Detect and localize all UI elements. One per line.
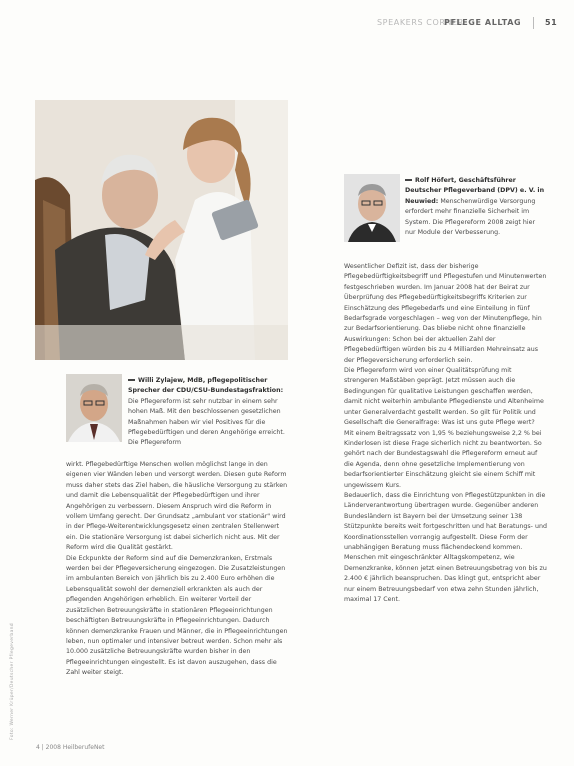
left-column-body <box>66 460 290 679</box>
paragraph: Die Eckpunkte der Reform sind auf die Demenzkranken, Erstmals werden bei der Pflegeversicherung eingezogen. Die Zusatzleistungen im ambulanten Bereich von jährlich bis zu 2.400 Euro erhöhen die Lebensqualität sowohl der demenziell erkrankten als auch der pflegenden Angehörigen erheblich. Ein weiterer Vorteil der zusätzlichen Betreuungskräfte in stationären Pflegeeinrichtungen beschäftigten Betreuungskräfte in Pflegeeinrichtungen. Dadurch können demenzkranke Frauen und Männer, die in Pflegeeinrichtungen leben, nun optimaler und intensiver betreut werden. Schon mehr als 10.000 zusätzliche Betreuungskräfte wurden bisher in den Pflegeeinrichtungen eingestellt. Es ist davon auszugehen, dass die Zahl weiter steigt. <box>66 554 288 677</box>
paragraph: Die Pflegereform wird von einer Qualitätsprüfung mit strengeren Maßstäben geprägt. Jetzt müssen auch die Bedingungen für qualitative Leistungen geschaffen werden, damit nicht weiterhin ambulante Pflegedienste und Altenheime unter Generalverdacht gestellt werden. So gilt für Politik und Gesellschaft die Generalfrage: Was ist uns gute Pflege wert? <box>344 367 544 427</box>
caregiver-photo <box>35 100 288 360</box>
intro-text-zylajew: Die Pflegereform ist sehr nutzbar in einem sehr hohen Maß. Mit den beschlossenen gesetzlichen Maßnahmen haben wir viel Positives für die Pflegebedürftigen und deren Angehörige erreicht. Die Pflegereform <box>128 397 285 447</box>
header-divider <box>533 17 534 29</box>
right-column-body <box>344 262 547 605</box>
paragraph: Mit einem Beitragssatz von 1,95 % beziehungsweise 2,2 % bei Kinderlosen ist diese Frage sicherlich nicht zu beantworten. So gehört nach der Bundestagswahl die Pflegereform erneut auf die Agenda, denn ohne gesetzliche Implementierung von bedarfsorientierter Einschätzung gleicht sie einem Schiff mit ungewissem Kurs. <box>344 429 542 489</box>
paragraph: wirkt. Pflegebedürftige Menschen wollen möglichst lange in den eigenen vier Wänden leben und versorgt werden. Diesen gute Reform muss daher stets das Ziel haben, die häusliche Versorgung zu stärken und damit die Lebensqualität der Pflegebedürftigen und ihrer Angehörigen zu verbessern. Diesem Anspruch wird die Reform in vollem Umfang gerecht. Der Grundsatz „ambulant vor stationär" wird in der Pflege-Weiterentwicklungsgesetz einen zentralen Stellenwert ein. Die stationäre Versorgung ist dabei sicherlich nicht aus. Mit der Reform wird die Qualität gestärkt. <box>66 461 288 552</box>
page-number: 51 <box>545 18 558 27</box>
portrait-rolf-hoefert <box>344 174 400 242</box>
bullet-dash <box>405 179 412 181</box>
bullet-dash <box>128 379 135 381</box>
speaker-name-hoefert: Rolf Höfert, Geschäftsführer Deutscher Pflegeverband (DPV) e. V. in Neuwied: <box>405 177 545 205</box>
paragraph: Menschen mit eingeschränkter Alltagskompetenz, wie Demenzkranke, können jetzt einen Betreuungsbetrag von bis zu 2.400 € jährlich beanspruchen. Das klingt gut, entspricht aber nur einem Betreuungsbedarf von etwa zehn Stunden jährlich, maximal 17 Cent. <box>344 554 547 603</box>
photo-credit: Foto: Werner Krüper/Deutscher Pflegeverband <box>10 623 15 740</box>
running-header <box>0 16 574 30</box>
portrait-willi-zylajew <box>66 374 122 442</box>
page-footer: 4 | 2008 HeilberufeNet <box>36 744 105 751</box>
intro-text-hoefert: Menschenwürdige Versorgung erfordert mehr finanzielle Sicherheit im System. Die Pflegereform 2008 zeigt hier nur Module der Verbesserung. <box>405 197 536 237</box>
right-intro-block <box>405 176 547 238</box>
paragraph: Bedauerlich, dass die Einrichtung von Pflegestützpunkten in die Länderverantwortung übertragen wurde. Gegenüber anderen Bundesländern ist Bayern bei der Umsetzung seiner 138 Stützpunkte bereits weit fortgeschritten und hat Beratungs- und Koordinationsstellen vorrangig aufgestellt. Diese Form der unabhängigen Beratung muss flächendeckend kommen. <box>344 491 547 551</box>
paragraph: Wesentlicher Defizit ist, dass der bisherige Pflegebedürftigkeitsbegriff und Pflegestufen und Minutenwerten festgeschrieben wurden. Im Januar 2008 hat der Beirat zur Überprüfung des Pflegebedürftigkeitsbegriffs Kriterien zur Einschätzung des Pflegebedarfs und eine Einteilung in fünf Bedarfsgrade vorgeschlagen – weg von der Minutenpflege, hin zur Bedarfsorientierung. Das bliebe nicht ohne finanzielle Auswirkungen: Schon bei der aktuellen Zahl der Pflegebedürftigen würden bis zu 4 Milliarden Mehreinsatz aus der Pflegeversicherung erforderlich sein. <box>344 263 547 364</box>
speaker-name-zylajew: Willi Zylajew, MdB, pflegepolitischer Sprecher der CDU/CSU-Bundestagsfraktion: <box>128 377 284 395</box>
section-title: PFLEGE ALLTAG <box>444 18 522 27</box>
section-label: SPEAKERS CORNER <box>377 18 464 27</box>
left-intro-block <box>128 376 290 449</box>
